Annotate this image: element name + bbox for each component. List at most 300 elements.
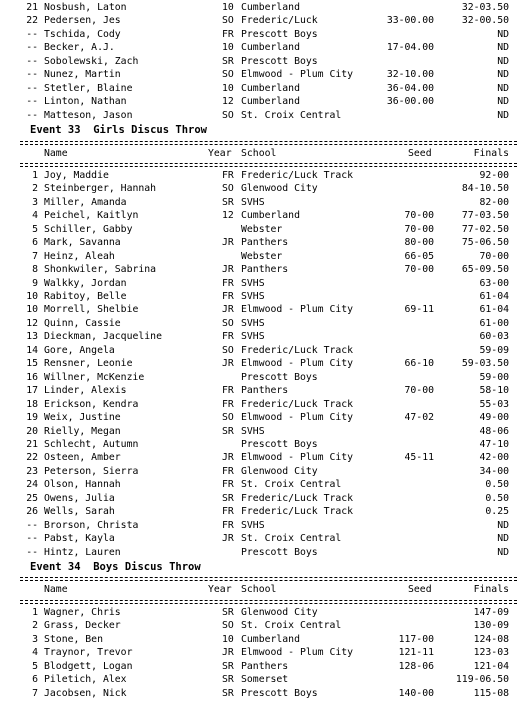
- place-cell: --: [26, 42, 38, 54]
- result-row: [0, 263, 527, 276]
- result-row: [0, 95, 527, 108]
- place-cell: 3: [32, 196, 38, 208]
- column-header-row: [0, 147, 527, 160]
- divider-rule: [20, 141, 517, 145]
- place-cell: 22: [26, 15, 38, 27]
- school-cell: Panthers: [241, 660, 289, 672]
- finals-cell: 130-09: [473, 620, 509, 632]
- seed-cell: 36-04.00: [386, 82, 434, 94]
- result-row: [0, 660, 527, 673]
- school-cell: SVHS: [241, 277, 265, 289]
- athlete-name-cell: Rabitoy, Belle: [44, 291, 127, 302]
- place-cell: 3: [32, 633, 38, 645]
- header-year: Year: [208, 584, 232, 596]
- seed-cell: 70-00: [404, 223, 434, 235]
- finals-cell: 63-00: [479, 277, 509, 289]
- finals-cell: 55-03: [479, 398, 509, 410]
- year-cell: JR: [222, 647, 234, 659]
- result-row: [0, 519, 527, 532]
- school-cell: St. Croix Central: [241, 620, 342, 632]
- athlete-name-cell: Steinberger, Hannah: [44, 183, 157, 195]
- finals-cell: 0.25: [485, 506, 509, 518]
- header-school: School: [241, 147, 277, 159]
- finals-cell: 92-00: [479, 169, 509, 181]
- result-row: [0, 250, 527, 263]
- seed-cell: 121-11: [398, 647, 434, 659]
- athlete-name-cell: Weix, Justine: [44, 412, 121, 424]
- year-cell: FR: [222, 169, 234, 181]
- place-cell: --: [26, 55, 38, 67]
- divider-rule: [20, 577, 517, 581]
- year-cell: JR: [222, 452, 234, 464]
- year-cell: SO: [222, 412, 234, 424]
- result-row: [0, 532, 527, 545]
- seed-cell: 33-00.00: [386, 15, 434, 27]
- finals-cell: 59-09: [479, 344, 509, 356]
- school-cell: Cumberland: [241, 210, 300, 222]
- year-cell: 10: [222, 82, 234, 94]
- event-title: Event 34 Boys Discus Throw: [30, 561, 201, 573]
- athlete-name-cell: Rensner, Leonie: [44, 358, 133, 370]
- finals-cell: 61-00: [479, 317, 509, 329]
- place-cell: --: [26, 109, 38, 121]
- athlete-name-cell: Tschida, Cody: [44, 28, 121, 40]
- result-row: [0, 505, 527, 518]
- year-cell: JR: [222, 358, 234, 370]
- header-seed: Seed: [408, 584, 432, 596]
- school-cell: Cumberland: [241, 96, 300, 108]
- result-row: [0, 398, 527, 411]
- athlete-name-cell: Miller, Amanda: [44, 196, 127, 208]
- athlete-name-cell: Peterson, Sierra: [44, 465, 139, 477]
- athlete-name-cell: Pabst, Kayla: [44, 533, 115, 545]
- year-cell: 12: [222, 96, 234, 108]
- result-row: [0, 465, 527, 478]
- place-cell: 7: [32, 687, 38, 699]
- result-row: [0, 28, 527, 41]
- school-cell: SVHS: [241, 291, 265, 302]
- finals-cell: 34-00: [479, 465, 509, 477]
- seed-cell: 66-10: [404, 358, 434, 370]
- year-cell: SR: [222, 674, 234, 686]
- seed-cell: 69-11: [404, 304, 434, 316]
- result-row: [0, 451, 527, 464]
- header-year: Year: [208, 147, 232, 159]
- year-cell: FR: [222, 519, 234, 531]
- result-row: [0, 646, 527, 659]
- place-cell: 4: [32, 210, 38, 222]
- place-cell: 7: [32, 250, 38, 262]
- result-row: [0, 223, 527, 236]
- school-cell: St. Croix Central: [241, 109, 342, 121]
- year-cell: SO: [222, 15, 234, 27]
- place-cell: 20: [26, 425, 38, 437]
- year-cell: FR: [222, 331, 234, 343]
- result-row: [0, 384, 527, 397]
- school-cell: Webster: [241, 223, 283, 235]
- athlete-name-cell: Stetler, Blaine: [44, 82, 133, 94]
- year-cell: SR: [222, 55, 234, 67]
- school-cell: Prescott Boys: [241, 371, 318, 383]
- result-row: [0, 357, 527, 370]
- finals-cell: 58-10: [479, 385, 509, 397]
- school-cell: SVHS: [241, 331, 265, 343]
- place-cell: --: [26, 533, 38, 545]
- athlete-name-cell: Matteson, Jason: [44, 109, 133, 121]
- result-row: [0, 236, 527, 249]
- place-cell: 6: [32, 237, 38, 249]
- result-row: [0, 109, 527, 122]
- athlete-name-cell: Wagner, Chris: [44, 606, 121, 618]
- result-row: [0, 1, 527, 14]
- school-cell: St. Croix Central: [241, 479, 342, 491]
- result-row: [0, 344, 527, 357]
- place-cell: 22: [26, 452, 38, 464]
- finals-cell: ND: [497, 69, 509, 81]
- result-row: [0, 82, 527, 95]
- athlete-name-cell: Sobolewski, Zach: [44, 55, 139, 67]
- result-row: [0, 14, 527, 27]
- seed-cell: 140-00: [398, 687, 434, 699]
- finals-cell: 123-03: [473, 647, 509, 659]
- year-cell: SO: [222, 344, 234, 356]
- finals-cell: 121-04: [473, 660, 509, 672]
- result-row: [0, 303, 527, 316]
- year-cell: JR: [222, 304, 234, 316]
- athlete-name-cell: Stone, Ben: [44, 633, 103, 645]
- seed-cell: 36-00.00: [386, 96, 434, 108]
- athlete-name-cell: Dieckman, Jacqueline: [44, 331, 162, 343]
- year-cell: SR: [222, 492, 234, 504]
- school-cell: SVHS: [241, 425, 265, 437]
- school-cell: Prescott Boys: [241, 55, 318, 67]
- place-cell: 21: [26, 438, 38, 450]
- school-cell: Glenwood City: [241, 606, 318, 618]
- athlete-name-cell: Blodgett, Logan: [44, 660, 133, 672]
- athlete-name-cell: Osteen, Amber: [44, 452, 121, 464]
- header-finals: Finals: [473, 147, 509, 159]
- athlete-name-cell: Traynor, Trevor: [44, 647, 133, 659]
- school-cell: Panthers: [241, 385, 289, 397]
- place-cell: 14: [26, 344, 38, 356]
- finals-cell: 42-00: [479, 452, 509, 464]
- athlete-name-cell: Hintz, Lauren: [44, 546, 121, 558]
- place-cell: 1: [32, 606, 38, 618]
- place-cell: 9: [32, 277, 38, 289]
- athlete-name-cell: Peichel, Kaitlyn: [44, 210, 139, 222]
- school-cell: Prescott Boys: [241, 438, 318, 450]
- place-cell: 17: [26, 385, 38, 397]
- school-cell: Elmwood - Plum City: [241, 412, 354, 424]
- school-cell: Cumberland: [241, 633, 300, 645]
- result-row: [0, 317, 527, 330]
- athlete-name-cell: Shonkwiler, Sabrina: [44, 264, 157, 276]
- finals-cell: 59-03.50: [461, 358, 509, 370]
- finals-cell: ND: [497, 109, 509, 121]
- finals-cell: 0.50: [485, 479, 509, 491]
- place-cell: 25: [26, 492, 38, 504]
- finals-cell: 61-04: [479, 304, 509, 316]
- school-cell: Glenwood City: [241, 183, 318, 195]
- result-row: [0, 330, 527, 343]
- school-cell: Panthers: [241, 237, 289, 249]
- year-cell: FR: [222, 479, 234, 491]
- athlete-name-cell: Gore, Angela: [44, 344, 115, 356]
- school-cell: Prescott Boys: [241, 687, 318, 699]
- athlete-name-cell: Nunez, Martin: [44, 69, 121, 81]
- place-cell: 12: [26, 317, 38, 329]
- year-cell: JR: [222, 237, 234, 249]
- school-cell: Somerset: [241, 674, 289, 686]
- seed-cell: 70-00: [404, 385, 434, 397]
- athlete-name-cell: Grass, Decker: [44, 620, 121, 632]
- athlete-name-cell: Wells, Sarah: [44, 506, 115, 518]
- athlete-name-cell: Morrell, Shelbie: [44, 304, 139, 316]
- school-cell: Glenwood City: [241, 465, 318, 477]
- result-row: [0, 55, 527, 68]
- place-cell: 6: [32, 674, 38, 686]
- year-cell: 10: [222, 2, 234, 13]
- place-cell: 16: [26, 371, 38, 383]
- place-cell: 15: [26, 358, 38, 370]
- result-row: [0, 411, 527, 424]
- divider-rule: [20, 163, 517, 167]
- year-cell: SR: [222, 425, 234, 437]
- school-cell: Frederic/Luck: [241, 15, 318, 27]
- finals-cell: 115-08: [473, 687, 509, 699]
- school-cell: Webster: [241, 250, 283, 262]
- place-cell: 10: [26, 291, 38, 302]
- year-cell: SO: [222, 317, 234, 329]
- year-cell: SO: [222, 620, 234, 632]
- result-row: [0, 182, 527, 195]
- header-name: Name: [44, 147, 68, 159]
- year-cell: SO: [222, 109, 234, 121]
- school-cell: Frederic/Luck Track: [241, 398, 354, 410]
- finals-cell: ND: [497, 519, 509, 531]
- seed-cell: 17-04.00: [386, 42, 434, 54]
- seed-cell: 70-00: [404, 264, 434, 276]
- athlete-name-cell: Walkky, Jordan: [44, 277, 127, 289]
- finals-cell: 119-06.50: [455, 674, 509, 686]
- result-row: [0, 169, 527, 182]
- athlete-name-cell: Schlecht, Autumn: [44, 438, 139, 450]
- seed-cell: 128-06: [398, 660, 434, 672]
- athlete-name-cell: Linder, Alexis: [44, 385, 127, 397]
- athlete-name-cell: Heinz, Aleah: [44, 250, 115, 262]
- finals-cell: 60-03: [479, 331, 509, 343]
- school-cell: SVHS: [241, 317, 265, 329]
- athlete-name-cell: Nosbush, Laton: [44, 2, 127, 13]
- school-cell: Panthers: [241, 264, 289, 276]
- place-cell: 5: [32, 660, 38, 672]
- finals-cell: 32-03.50: [461, 2, 509, 13]
- school-cell: Cumberland: [241, 82, 300, 94]
- place-cell: 1: [32, 169, 38, 181]
- finals-cell: 75-06.50: [461, 237, 509, 249]
- school-cell: SVHS: [241, 519, 265, 531]
- header-seed: Seed: [408, 147, 432, 159]
- year-cell: SO: [222, 69, 234, 81]
- school-cell: Elmwood - Plum City: [241, 452, 354, 464]
- year-cell: FR: [222, 291, 234, 302]
- result-row: [0, 606, 527, 619]
- year-cell: FR: [222, 28, 234, 40]
- athlete-name-cell: Rielly, Megan: [44, 425, 121, 437]
- athlete-name-cell: Jacobsen, Nick: [44, 687, 127, 699]
- result-row: [0, 438, 527, 451]
- year-cell: SO: [222, 183, 234, 195]
- finals-cell: 47-10: [479, 438, 509, 450]
- result-row: [0, 478, 527, 491]
- place-cell: --: [26, 28, 38, 40]
- year-cell: 10: [222, 42, 234, 54]
- finals-cell: 124-08: [473, 633, 509, 645]
- year-cell: SR: [222, 687, 234, 699]
- finals-cell: ND: [497, 82, 509, 94]
- finals-cell: 70-00: [479, 250, 509, 262]
- place-cell: 4: [32, 647, 38, 659]
- place-cell: 2: [32, 620, 38, 632]
- place-cell: --: [26, 69, 38, 81]
- seed-cell: 66-05: [404, 250, 434, 262]
- athlete-name-cell: Quinn, Cassie: [44, 317, 121, 329]
- finals-cell: ND: [497, 28, 509, 40]
- place-cell: 5: [32, 223, 38, 235]
- athlete-name-cell: Owens, Julia: [44, 492, 115, 504]
- school-cell: Elmwood - Plum City: [241, 304, 354, 316]
- athlete-name-cell: Linton, Nathan: [44, 96, 127, 108]
- event-title: Event 33 Girls Discus Throw: [30, 124, 208, 137]
- year-cell: JR: [222, 264, 234, 276]
- school-cell: Elmwood - Plum City: [241, 69, 354, 81]
- year-cell: FR: [222, 277, 234, 289]
- place-cell: --: [26, 82, 38, 94]
- result-row: [0, 619, 527, 632]
- place-cell: 2: [32, 183, 38, 195]
- place-cell: 26: [26, 506, 38, 518]
- place-cell: 21: [26, 2, 38, 13]
- result-row: [0, 425, 527, 438]
- result-row: [0, 41, 527, 54]
- divider-rule: [20, 600, 517, 604]
- year-cell: FR: [222, 506, 234, 518]
- finals-cell: 77-02.50: [461, 223, 509, 235]
- school-cell: Prescott Boys: [241, 28, 318, 40]
- year-cell: SR: [222, 606, 234, 618]
- result-row: [0, 277, 527, 290]
- school-cell: SVHS: [241, 196, 265, 208]
- place-cell: --: [26, 546, 38, 558]
- athlete-name-cell: Piletich, Alex: [44, 674, 127, 686]
- result-row: [0, 290, 527, 303]
- place-cell: --: [26, 96, 38, 108]
- result-row: [0, 68, 527, 81]
- place-cell: 19: [26, 412, 38, 424]
- place-cell: 18: [26, 398, 38, 410]
- place-cell: 13: [26, 331, 38, 343]
- finals-cell: ND: [497, 42, 509, 54]
- result-row: [0, 196, 527, 209]
- finals-cell: 49-00: [479, 412, 509, 424]
- year-cell: FR: [222, 465, 234, 477]
- year-cell: FR: [222, 385, 234, 397]
- school-cell: Elmwood - Plum City: [241, 358, 354, 370]
- athlete-name-cell: Pedersen, Jes: [44, 15, 121, 27]
- athlete-name-cell: Becker, A.J.: [44, 42, 115, 54]
- finals-cell: 82-00: [479, 196, 509, 208]
- school-cell: Prescott Boys: [241, 546, 318, 558]
- year-cell: JR: [222, 533, 234, 545]
- school-cell: Cumberland: [241, 2, 300, 13]
- athlete-name-cell: Willner, McKenzie: [44, 371, 145, 383]
- school-cell: St. Croix Central: [241, 533, 342, 545]
- column-header-row: [0, 583, 527, 596]
- seed-cell: 47-02: [404, 412, 434, 424]
- school-cell: Cumberland: [241, 42, 300, 54]
- school-cell: Frederic/Luck Track: [241, 506, 354, 518]
- place-cell: --: [26, 519, 38, 531]
- athlete-name-cell: Mark, Savanna: [44, 237, 121, 249]
- result-row: [0, 687, 527, 700]
- finals-cell: 48-06: [479, 425, 509, 437]
- school-cell: Frederic/Luck Track: [241, 169, 354, 181]
- year-cell: SR: [222, 196, 234, 208]
- school-cell: Elmwood - Plum City: [241, 647, 354, 659]
- result-row: [0, 673, 527, 686]
- result-row: [0, 209, 527, 222]
- finals-cell: 32-00.50: [461, 15, 509, 27]
- finals-cell: ND: [497, 533, 509, 545]
- finals-cell: 65-09.50: [461, 264, 509, 276]
- header-school: School: [241, 584, 277, 596]
- finals-cell: ND: [497, 546, 509, 558]
- result-row: [0, 492, 527, 505]
- year-cell: 12: [222, 210, 234, 222]
- finals-cell: 77-03.50: [461, 210, 509, 222]
- header-finals: Finals: [473, 584, 509, 596]
- finals-cell: ND: [497, 55, 509, 67]
- result-row: [0, 371, 527, 384]
- finals-cell: 61-04: [479, 291, 509, 302]
- place-cell: 24: [26, 479, 38, 491]
- seed-cell: 32-10.00: [386, 69, 434, 81]
- school-cell: Frederic/Luck Track: [241, 492, 354, 504]
- athlete-name-cell: Schiller, Gabby: [44, 223, 133, 235]
- finals-cell: 0.50: [485, 492, 509, 504]
- year-cell: SR: [222, 660, 234, 672]
- place-cell: 10: [26, 304, 38, 316]
- seed-cell: 70-00: [404, 210, 434, 222]
- athlete-name-cell: Olson, Hannah: [44, 479, 121, 491]
- athlete-name-cell: Erickson, Kendra: [44, 398, 139, 410]
- athlete-name-cell: Brorson, Christa: [44, 519, 139, 531]
- place-cell: 23: [26, 465, 38, 477]
- finals-cell: 147-09: [473, 606, 509, 618]
- seed-cell: 45-11: [404, 452, 434, 464]
- finals-cell: ND: [497, 96, 509, 108]
- year-cell: 10: [222, 633, 234, 645]
- finals-cell: 59-00: [479, 371, 509, 383]
- athlete-name-cell: Joy, Maddie: [44, 169, 109, 181]
- place-cell: 8: [32, 264, 38, 276]
- header-name: Name: [44, 584, 68, 596]
- finals-cell: 84-10.50: [461, 183, 509, 195]
- school-cell: Frederic/Luck Track: [241, 344, 354, 356]
- result-row: [0, 633, 527, 646]
- seed-cell: 117-00: [398, 633, 434, 645]
- year-cell: FR: [222, 398, 234, 410]
